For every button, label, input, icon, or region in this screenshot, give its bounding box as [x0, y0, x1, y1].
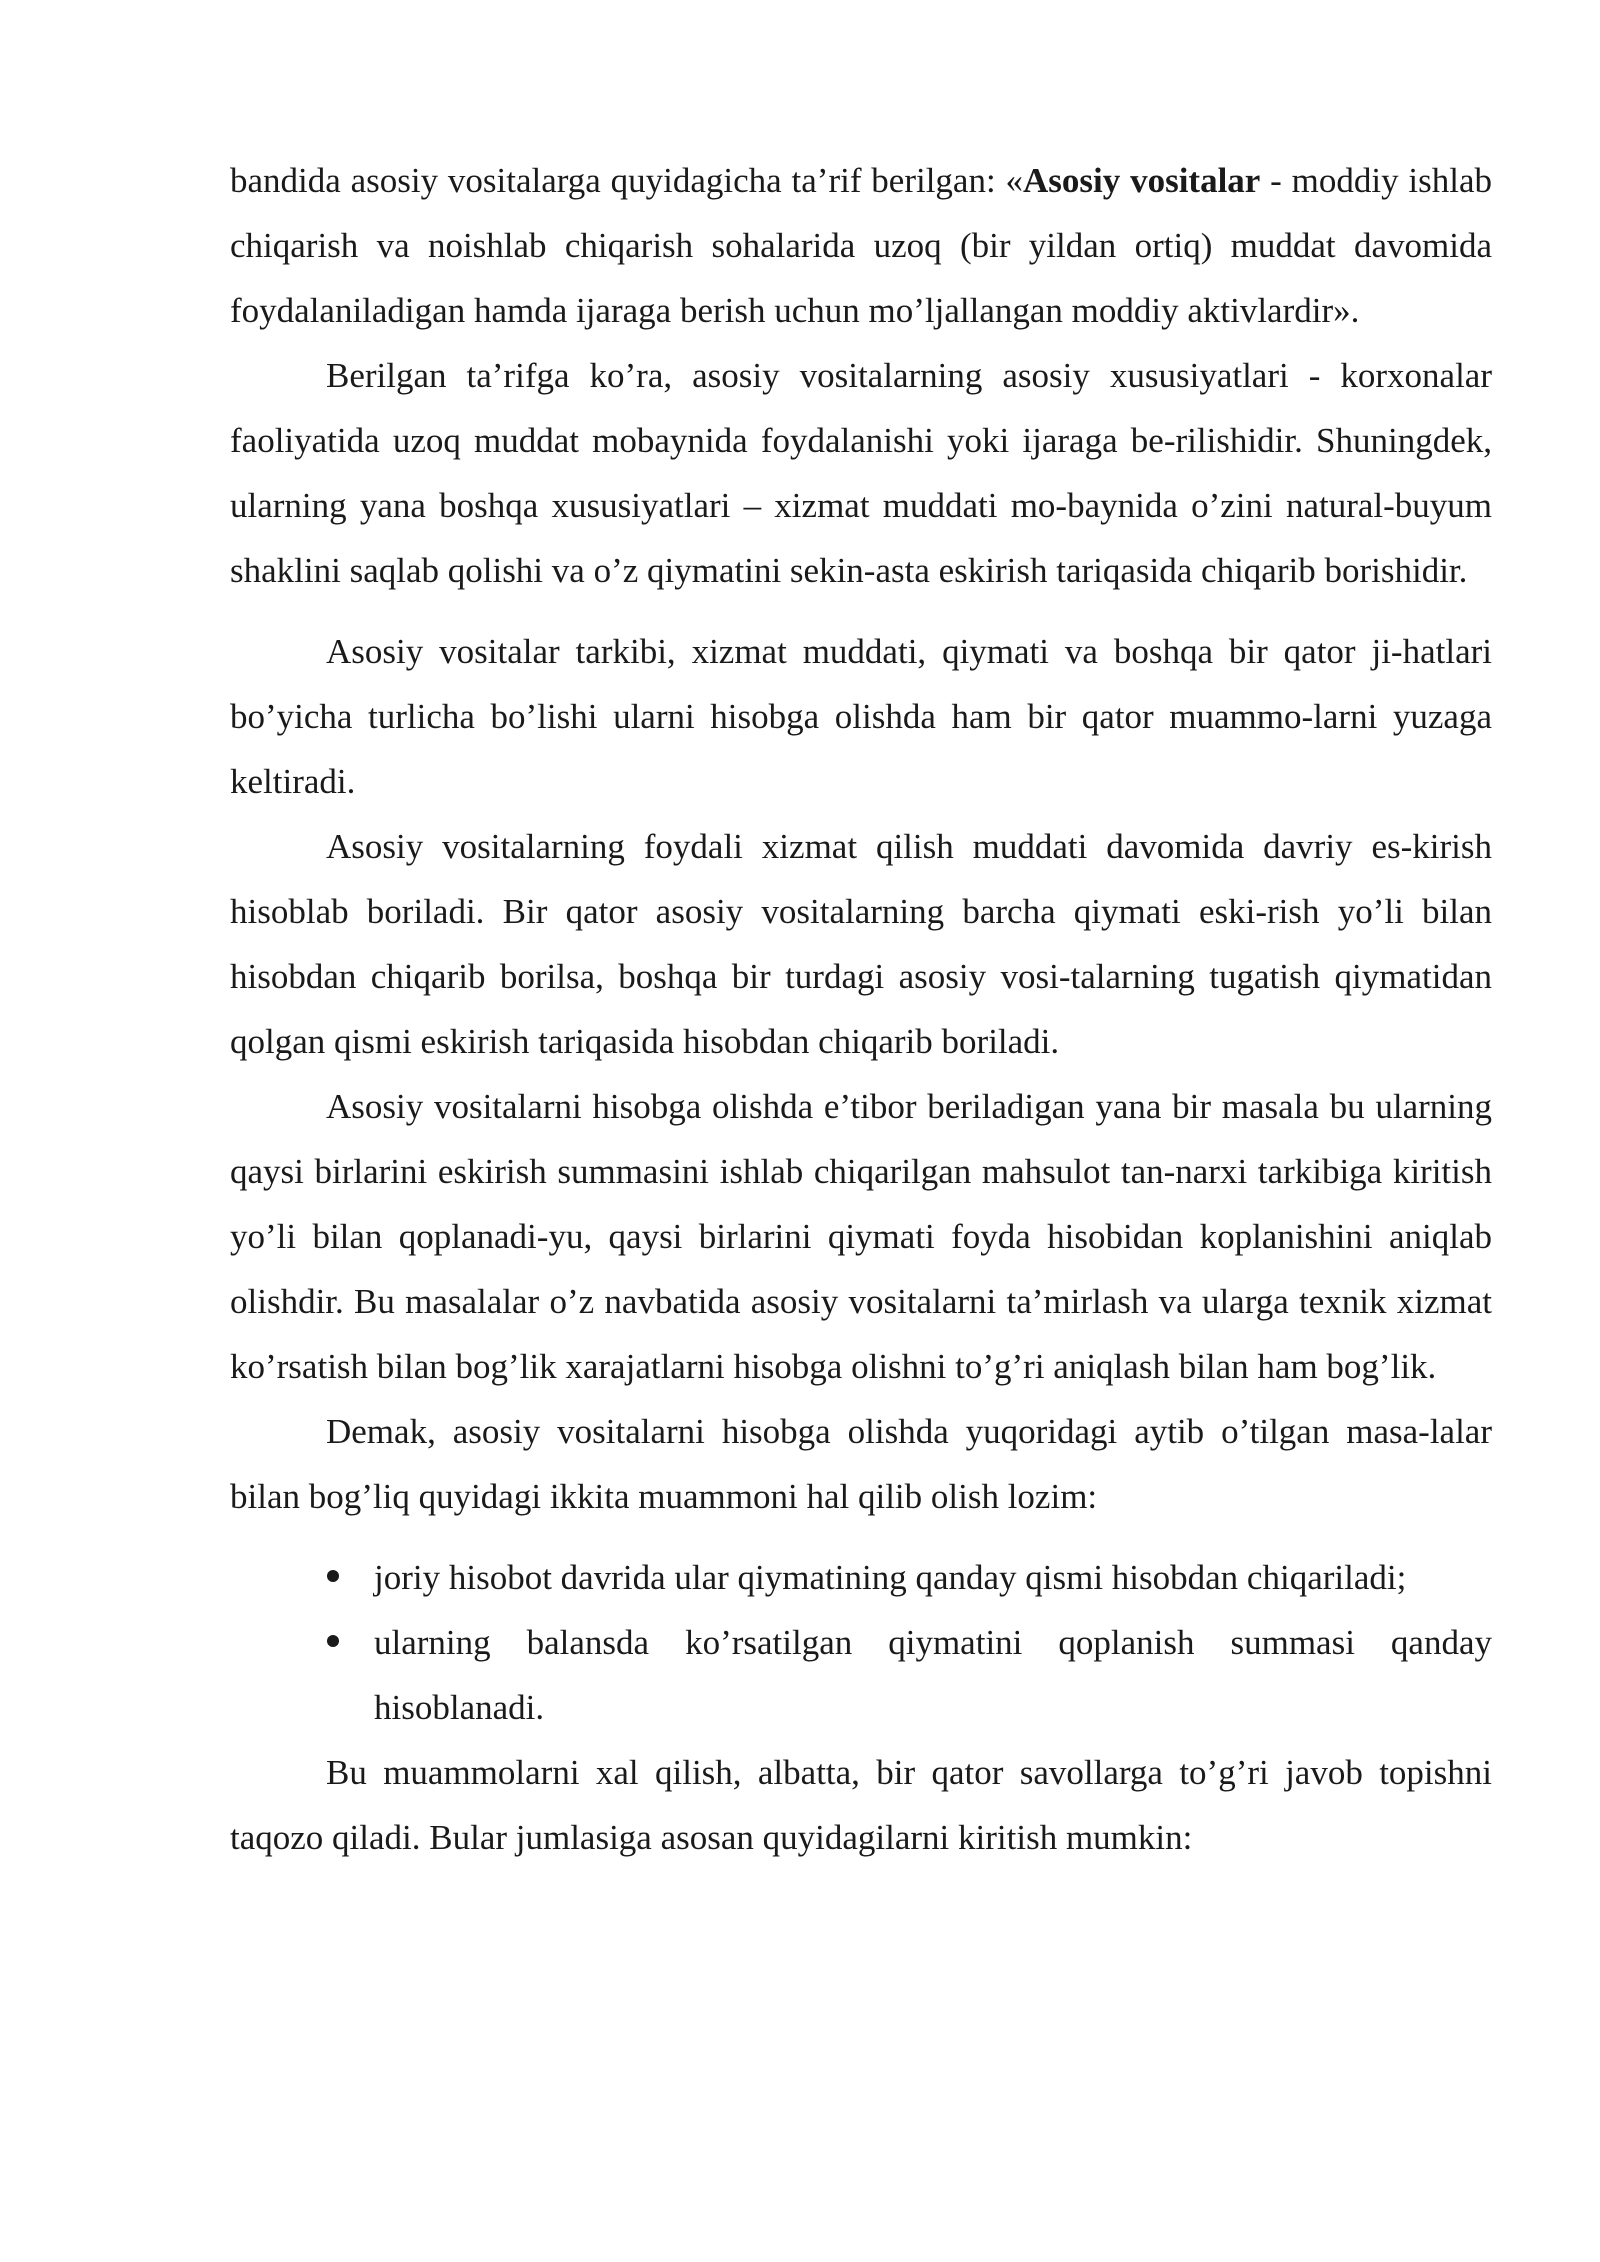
- paragraph-conclusion: Bu muammolarni xal qilish, albatta, bir qator savollarga to’g’ri javob topishni taqozo qiladi. Bular jumlasiga asosan quyidagilarni kiritish mumkin:: [230, 1753, 1492, 1857]
- bullet-icon: [327, 1570, 339, 1582]
- problems-list: [230, 1545, 1492, 1740]
- list-item-text: ularning balansda ko’rsatilgan qiymatini qoplanish summasi qanday hisoblanadi.: [374, 1623, 1492, 1727]
- paragraph-definition-start: bandida asosiy vositalarga quyidagicha ta’rif berilgan: «: [230, 161, 1024, 200]
- list-item: [374, 1610, 1492, 1740]
- paragraph-definition-end: - moddiy ishlab chiqarish va noishlab chiqarish sohalarida uzoq (bir yildan ortiq) muddat davomida foydalaniladigan hamda ijaraga berish uchun mo’ljallangan moddiy aktivlardir».: [230, 161, 1492, 330]
- list-item: [374, 1545, 1492, 1610]
- list-item-text: joriy hisobot davrida ular qiymatining qanday qismi hisobdan chiqariladi;: [374, 1558, 1407, 1597]
- paragraph-problems-intro: Demak, asosiy vositalarni hisobga olishda yuqoridagi aytib o’tilgan masa-lalar bilan bog’liq quyidagi ikkita muammoni hal qilib olish lozim:: [230, 1412, 1492, 1516]
- paragraph-composition: Asosiy vositalar tarkibi, xizmat muddati, qiymati va boshqa bir qator ji-hatlari bo’yicha turlicha bo’lishi ularni hisobga olishda ham bir qator muammo-larni yuzaga keltiradi.: [230, 632, 1492, 801]
- document-page: [230, 148, 1492, 1870]
- paragraph-definition: [230, 148, 1492, 343]
- bullet-icon: [327, 1635, 339, 1647]
- paragraph-cost-coverage: Asosiy vositalarni hisobga olishda e’tibor beriladigan yana bir masala bu ularning qaysi birlarini eskirish summasini ishlab chiqarilgan mahsulot tan-narxi tarkibiga kiritish yo’li bilan qoplanadi-yu, qaysi birlarini qiymati foyda hisobidan koplanishini aniqlab olishdir. Bu masalalar o’z navbatida asosiy vositalarni ta’mirlash va ularga texnik xizmat ko’rsatish bilan bog’lik xarajatlarni hisobga olishni to’g’ri aniqlash bilan ham bog’lik.: [230, 1087, 1492, 1386]
- term-asosiy-vositalar: Asosiy vositalar: [1023, 161, 1261, 200]
- paragraph-features: Berilgan ta’rifga ko’ra, asosiy vositalarning asosiy xususiyatlari - korxonalar faoliyatida uzoq muddat mobaynida foydalanishi yoki ijaraga be-rilishidir. Shuningdek, ularning yana boshqa xususiyatlari – xizmat muddati mo-baynida o’zini natural-buyum shaklini saqlab qolishi va o’z qiymatini sekin-asta eskirish tariqasida chiqarib borishidir.: [230, 356, 1492, 590]
- paragraph-depreciation: Asosiy vositalarning foydali xizmat qilish muddati davomida davriy es-kirish hisoblab boriladi. Bir qator asosiy vositalarning barcha qiymati eski-rish yo’li bilan hisobdan chiqarib borilsa, boshqa bir turdagi asosiy vosi-talarning tugatish qiymatidan qolgan qismi eskirish tariqasida hisobdan chiqarib boriladi.: [230, 827, 1492, 1061]
